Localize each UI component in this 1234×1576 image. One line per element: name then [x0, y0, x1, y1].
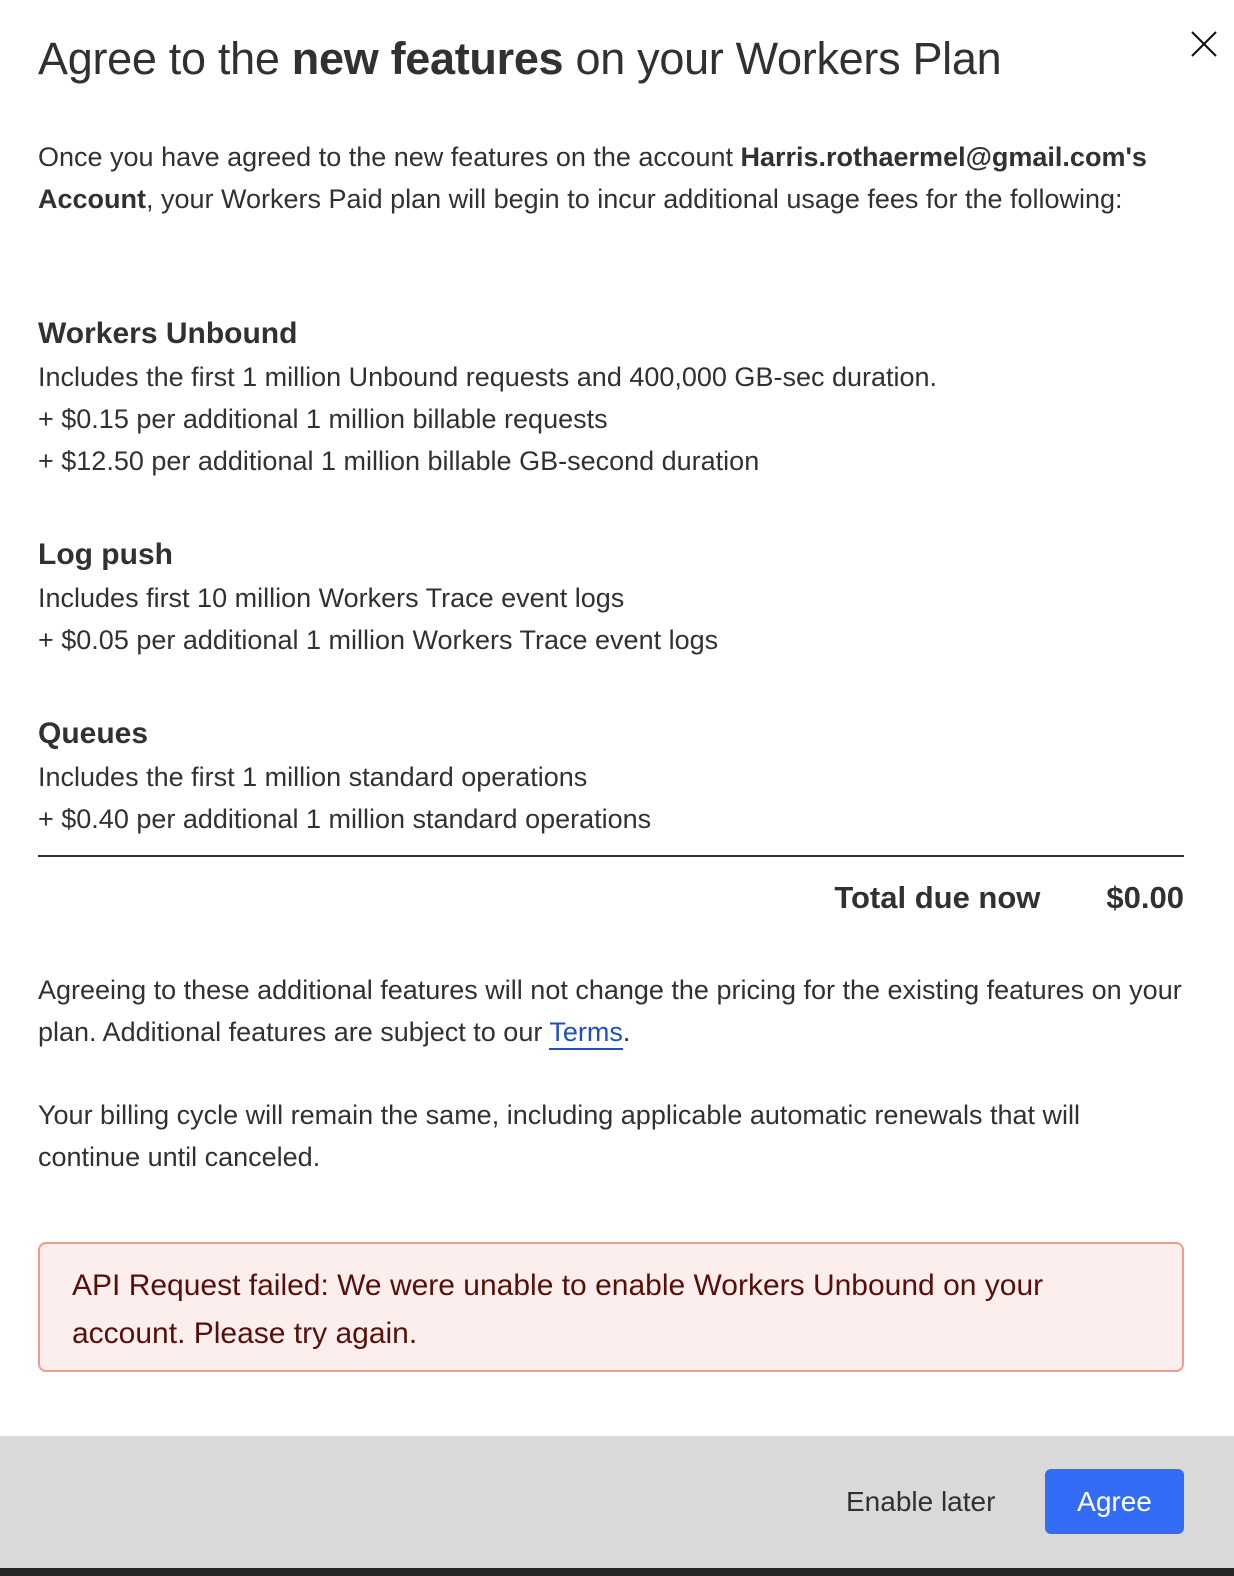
footer-bottom-edge [0, 1568, 1234, 1576]
feature-line: + $0.40 per additional 1 million standard operations [38, 804, 652, 834]
title-emphasis: new features [291, 33, 564, 84]
close-button[interactable] [1190, 30, 1218, 58]
intro-start: Once you have agreed to the new features on the account [38, 142, 741, 172]
feature-line: + $0.15 per additional 1 million billable requests [38, 404, 608, 434]
feature-line: + $12.50 per additional 1 million billable GB-second duration [38, 446, 760, 476]
terms-text-after: . [622, 1017, 631, 1047]
feature-workers-unbound [38, 312, 1188, 482]
terms-text-before: Agreeing to these additional features will not change the pricing for the existing features on your plan. Additional features are subject to our [38, 975, 1182, 1047]
feature-title: Log push [38, 538, 173, 571]
terms-paragraph [38, 969, 1188, 1053]
dialog-title [38, 28, 1001, 90]
feature-log-push [38, 533, 1188, 661]
title-prefix: Agree to the [38, 33, 292, 84]
title-suffix: on your Workers Plan [563, 33, 1002, 84]
error-message: API Request failed: We were unable to enable Workers Unbound on your account. Please try again. [72, 1269, 1044, 1350]
error-alert [38, 1242, 1184, 1372]
feature-line: + $0.05 per additional 1 million Workers Trace event logs [38, 625, 719, 655]
intro-end: , your Workers Paid plan will begin to incur additional usage fees for the following: [146, 184, 1123, 214]
terms-link[interactable]: Terms [549, 1017, 623, 1050]
total-amount: $0.00 [1106, 880, 1184, 915]
total-due-row [834, 876, 1184, 920]
billing-paragraph: Your billing cycle will remain the same, including applicable automatic renewals that will continue until canceled. [38, 1100, 1081, 1172]
feature-title: Workers Unbound [38, 317, 298, 350]
feature-line: Includes the first 1 million standard operations [38, 762, 588, 792]
feature-line: Includes first 10 million Workers Trace event logs [38, 583, 625, 613]
intro-paragraph [38, 136, 1188, 220]
feature-queues [38, 712, 1188, 840]
agree-button[interactable]: Agree [1045, 1469, 1184, 1534]
enable-later-button[interactable]: Enable later [828, 1478, 1013, 1526]
feature-title: Queues [38, 717, 149, 750]
feature-line: Includes the first 1 million Unbound requests and 400,000 GB-sec duration. [38, 362, 938, 392]
total-label: Total due now [834, 880, 1041, 915]
account-name: Harris.rothaermel@gmail.com's Account [38, 142, 1147, 214]
close-icon [1190, 30, 1218, 58]
total-divider [38, 855, 1184, 857]
